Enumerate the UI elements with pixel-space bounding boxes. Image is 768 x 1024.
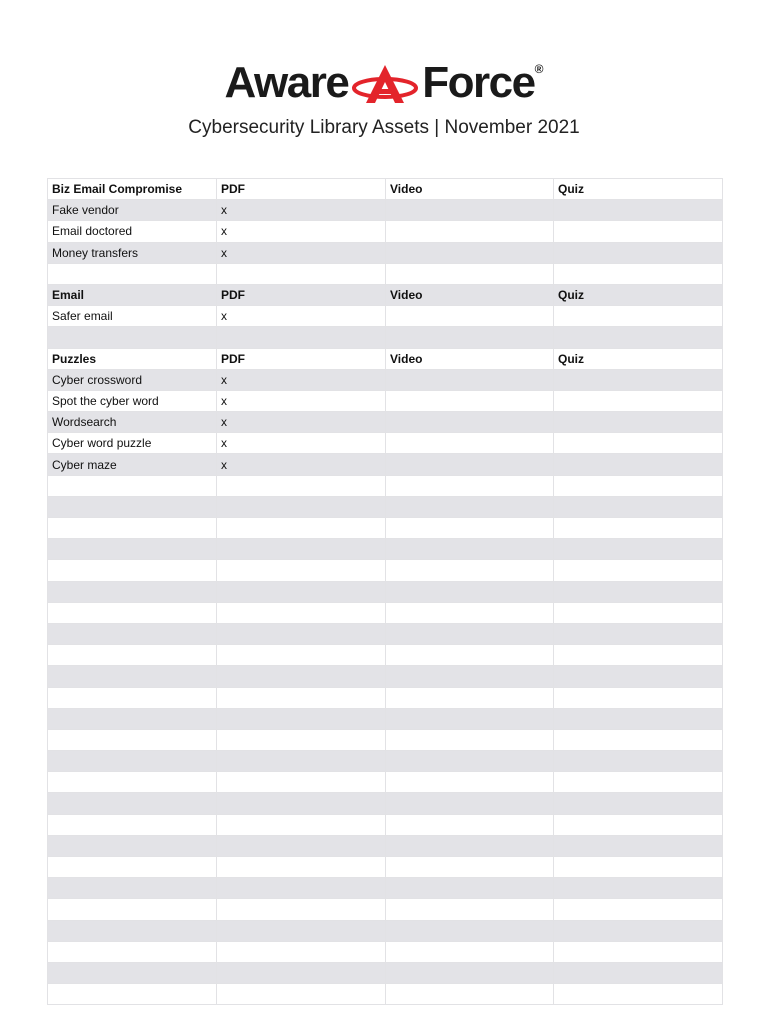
table-cell [386, 602, 554, 623]
table-cell [48, 878, 217, 899]
table-cell [48, 899, 217, 920]
table-cell [386, 306, 554, 327]
table-row [48, 581, 723, 602]
table-cell [217, 857, 386, 878]
table-cell [386, 327, 554, 348]
page-title: Cybersecurity Library Assets | November 2021 [188, 117, 580, 138]
table-cell [386, 941, 554, 962]
table-cell [48, 581, 217, 602]
table-row [48, 687, 723, 708]
table-cell [48, 602, 217, 623]
table-cell [217, 539, 386, 560]
assets-table [47, 178, 723, 1005]
table-cell [554, 878, 723, 899]
table-row [48, 518, 723, 539]
table-cell [48, 327, 217, 348]
table-row [48, 857, 723, 878]
table-cell [386, 729, 554, 750]
table-cell: x [217, 412, 386, 433]
table-cell [217, 327, 386, 348]
table-cell: Quiz [554, 284, 723, 305]
table-cell [48, 263, 217, 284]
table-cell [554, 602, 723, 623]
table-cell [554, 835, 723, 856]
logo-left-word: Aware [224, 58, 349, 107]
table-cell [48, 666, 217, 687]
table-cell [217, 793, 386, 814]
table-cell [386, 645, 554, 666]
table-cell: Spot the cyber word [48, 390, 217, 411]
table-cell [217, 920, 386, 941]
table-row [48, 645, 723, 666]
table-cell: Puzzles [48, 348, 217, 369]
table-cell [386, 221, 554, 242]
table-cell: Quiz [554, 179, 723, 200]
table-cell [217, 814, 386, 835]
table-cell [554, 454, 723, 475]
table-cell [554, 666, 723, 687]
table-cell [554, 263, 723, 284]
table-row [48, 814, 723, 835]
table-cell [217, 751, 386, 772]
table-cell [48, 857, 217, 878]
table-row [48, 984, 723, 1005]
table-cell [386, 666, 554, 687]
table-row [48, 263, 723, 284]
table-row [48, 539, 723, 560]
table-row [48, 729, 723, 750]
table-cell [386, 433, 554, 454]
table-cell [217, 835, 386, 856]
table-row [48, 878, 723, 899]
table-cell [386, 581, 554, 602]
table-row [48, 200, 723, 221]
table-cell [386, 623, 554, 644]
table-cell: Wordsearch [48, 412, 217, 433]
table-cell: Money transfers [48, 242, 217, 263]
table-cell [554, 623, 723, 644]
table-cell: Video [386, 284, 554, 305]
table-cell [217, 645, 386, 666]
table-cell [554, 221, 723, 242]
table-cell [386, 263, 554, 284]
table-cell [554, 687, 723, 708]
table-row [48, 412, 723, 433]
table-cell: Quiz [554, 348, 723, 369]
table-cell: Fake vendor [48, 200, 217, 221]
table-row [48, 327, 723, 348]
table-row [48, 708, 723, 729]
table-cell [48, 814, 217, 835]
table-cell [217, 772, 386, 793]
table-cell [554, 962, 723, 983]
table-cell [48, 708, 217, 729]
table-cell [386, 751, 554, 772]
table-cell [48, 751, 217, 772]
table-cell [554, 941, 723, 962]
table-cell: Cyber crossword [48, 369, 217, 390]
table-cell [217, 263, 386, 284]
table-cell [554, 518, 723, 539]
table-cell [386, 899, 554, 920]
table-cell [217, 602, 386, 623]
table-cell [48, 539, 217, 560]
table-cell [217, 729, 386, 750]
logo-right-word: Force [422, 58, 535, 107]
table-cell: x [217, 390, 386, 411]
section-header-row [48, 179, 723, 200]
table-row [48, 306, 723, 327]
table-cell [217, 518, 386, 539]
table-cell: x [217, 369, 386, 390]
section-header-row [48, 348, 723, 369]
table-cell [217, 962, 386, 983]
table-row [48, 623, 723, 644]
table-cell [386, 857, 554, 878]
table-cell [217, 581, 386, 602]
aware-force-a-icon [352, 61, 418, 105]
table-cell [554, 920, 723, 941]
table-cell [554, 242, 723, 263]
table-cell [554, 857, 723, 878]
table-cell [217, 560, 386, 581]
table-cell [386, 772, 554, 793]
table-cell [386, 793, 554, 814]
table-cell [554, 645, 723, 666]
table-cell: Safer email [48, 306, 217, 327]
table-cell [217, 899, 386, 920]
table-row [48, 221, 723, 242]
table-row [48, 941, 723, 962]
table-row [48, 666, 723, 687]
table-cell [386, 687, 554, 708]
table-cell [217, 878, 386, 899]
table-row [48, 242, 723, 263]
table-row [48, 454, 723, 475]
table-cell [554, 327, 723, 348]
table-cell: Video [386, 179, 554, 200]
table-cell [217, 623, 386, 644]
table-cell [386, 496, 554, 517]
table-cell [217, 941, 386, 962]
table-row [48, 475, 723, 496]
table-cell [554, 306, 723, 327]
table-cell [386, 835, 554, 856]
table-row [48, 835, 723, 856]
table-cell [48, 772, 217, 793]
table-cell [386, 518, 554, 539]
table-cell [386, 984, 554, 1005]
table-cell: Cyber word puzzle [48, 433, 217, 454]
table-row [48, 772, 723, 793]
table-cell [554, 708, 723, 729]
table-row [48, 560, 723, 581]
table-cell: x [217, 433, 386, 454]
table-cell [554, 390, 723, 411]
table-cell [554, 475, 723, 496]
table-cell: x [217, 454, 386, 475]
table-cell: Email [48, 284, 217, 305]
table-cell [386, 200, 554, 221]
table-cell [554, 369, 723, 390]
table-row [48, 602, 723, 623]
table-cell [554, 814, 723, 835]
table-cell [48, 560, 217, 581]
table-row [48, 751, 723, 772]
table-cell: x [217, 200, 386, 221]
table-cell [217, 666, 386, 687]
table-cell [386, 878, 554, 899]
table-cell [554, 560, 723, 581]
table-cell [48, 920, 217, 941]
table-row [48, 899, 723, 920]
table-cell [217, 708, 386, 729]
table-cell [554, 433, 723, 454]
section-header-row [48, 284, 723, 305]
table-cell [48, 962, 217, 983]
table-cell: Cyber maze [48, 454, 217, 475]
table-cell [48, 687, 217, 708]
table-cell [386, 242, 554, 263]
table-cell: x [217, 306, 386, 327]
table-row [48, 793, 723, 814]
table-cell [554, 899, 723, 920]
table-cell [386, 539, 554, 560]
table-row [48, 433, 723, 454]
table-cell [386, 920, 554, 941]
table-cell [554, 200, 723, 221]
table-cell [48, 984, 217, 1005]
table-cell [386, 454, 554, 475]
table-cell [217, 475, 386, 496]
table-cell [48, 623, 217, 644]
table-cell [386, 475, 554, 496]
table-cell: Biz Email Compromise [48, 179, 217, 200]
table-cell [554, 412, 723, 433]
table-cell [48, 518, 217, 539]
table-cell: PDF [217, 284, 386, 305]
table-cell [386, 390, 554, 411]
table-cell: x [217, 242, 386, 263]
table-row [48, 962, 723, 983]
table-cell: Email doctored [48, 221, 217, 242]
table-cell: PDF [217, 348, 386, 369]
table-cell [386, 814, 554, 835]
table-cell [217, 687, 386, 708]
table-cell [48, 496, 217, 517]
table-cell: PDF [217, 179, 386, 200]
table-cell [48, 835, 217, 856]
table-cell [386, 708, 554, 729]
table-cell [386, 412, 554, 433]
table-row [48, 390, 723, 411]
table-cell [554, 539, 723, 560]
table-cell [554, 984, 723, 1005]
table-cell [48, 645, 217, 666]
table-cell [48, 475, 217, 496]
table-cell [386, 962, 554, 983]
table-cell [554, 581, 723, 602]
table-cell [554, 793, 723, 814]
table-cell [554, 772, 723, 793]
table-row [48, 369, 723, 390]
table-cell [48, 793, 217, 814]
table-cell [217, 984, 386, 1005]
table-cell [554, 729, 723, 750]
table-cell [386, 369, 554, 390]
logo [0, 58, 768, 108]
table-row [48, 496, 723, 517]
table-cell [554, 751, 723, 772]
table-cell [217, 496, 386, 517]
registered-mark: ® [534, 62, 544, 76]
table-row [48, 920, 723, 941]
table-cell [386, 560, 554, 581]
table-cell [48, 729, 217, 750]
table-cell [554, 496, 723, 517]
table-cell: x [217, 221, 386, 242]
table-cell: Video [386, 348, 554, 369]
table-cell [48, 941, 217, 962]
